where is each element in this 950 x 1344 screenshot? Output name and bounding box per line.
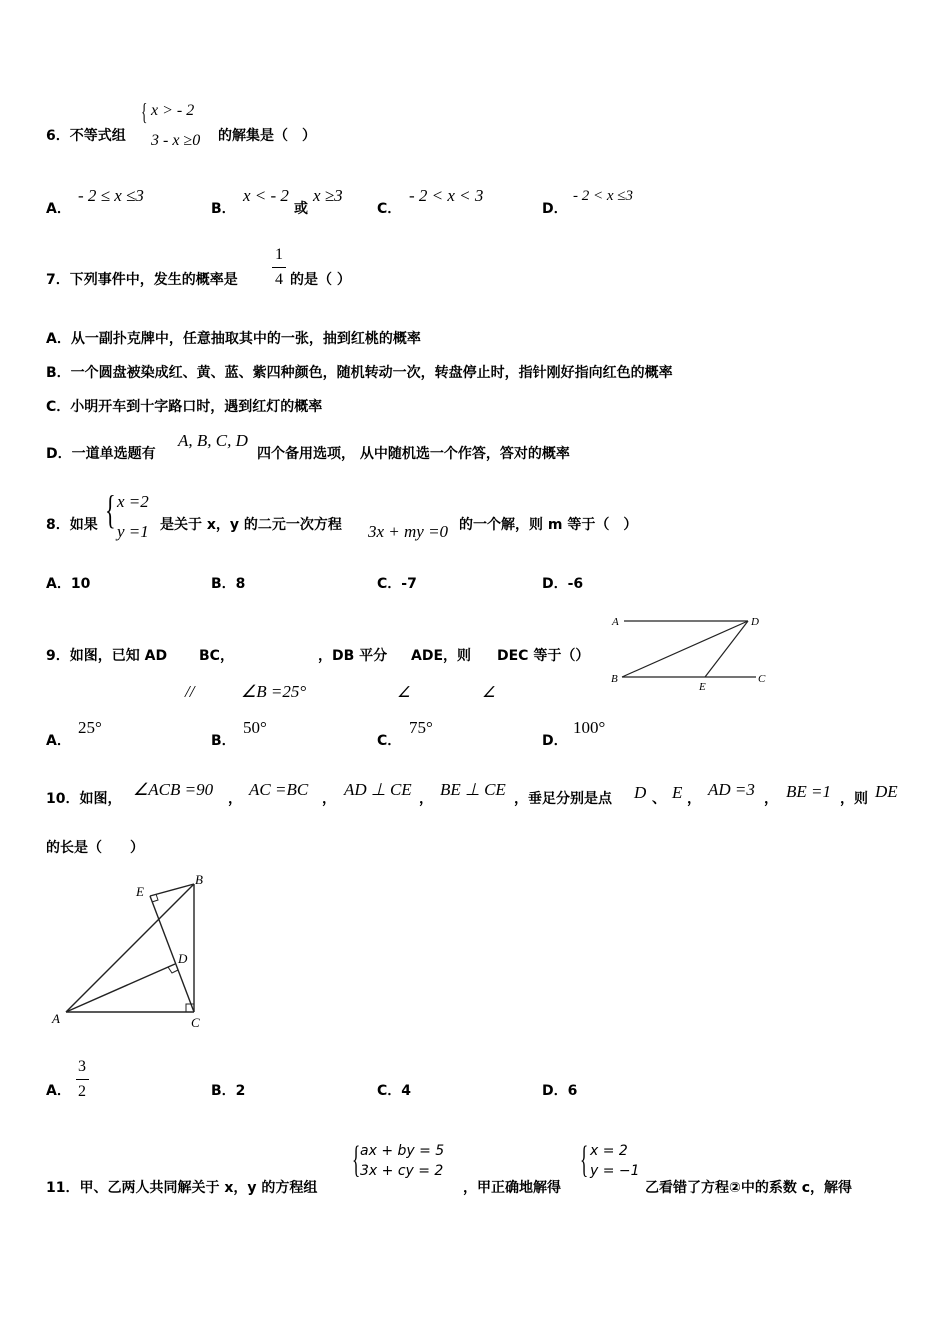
q8-system-line1: x =2 xyxy=(117,492,149,511)
q11-system2-line2: y = −1 xyxy=(590,1163,640,1179)
q10-math-be-1: BE =1 xyxy=(786,782,831,801)
q9-label-e: E xyxy=(699,681,706,693)
q8-prefix: 8．如果 xyxy=(46,517,98,533)
q6-option-a-label: A． xyxy=(46,201,71,217)
q9-text-part3: ，DB 平分 xyxy=(318,648,388,664)
q11-system2-brace: { xyxy=(580,1139,589,1181)
q10-right-angle-d xyxy=(168,967,178,973)
q10-math-ad-perp-ce: AD ⊥ CE xyxy=(344,780,412,799)
q7-option-a: A．从一副扑克牌中，任意抽取其中的一张，抽到红桃的概率 xyxy=(46,331,421,347)
q10-comma-5: ， xyxy=(764,791,778,807)
q6-system-line2: 3 - x ≥0 xyxy=(151,132,201,149)
q6-option-b-label: B． xyxy=(211,201,236,217)
q6-system-line1: x > - 2 xyxy=(151,102,195,119)
q10-comma-4: ， xyxy=(687,791,701,807)
q10-math-be-perp-ce: BE ⊥ CE xyxy=(440,780,506,799)
q6-option-d-label: D． xyxy=(542,201,568,217)
q7-option-d-suffix: 四个备用选项， 从中随机选一个作答，答对的概率 xyxy=(257,446,570,462)
q9-text-part1: 9．如图，已知 AD xyxy=(46,648,168,664)
q10-label-d: D xyxy=(178,951,188,966)
q10-math-ac-bc: AC =BC xyxy=(249,780,309,799)
q10-math-d: D xyxy=(634,783,647,802)
q11-system1-brace: { xyxy=(352,1139,361,1181)
q6-suffix: 的解集是（ ） xyxy=(218,128,316,144)
q6-prefix: 6．不等式组 xyxy=(46,128,126,144)
q7-suffix: 的是（ ） xyxy=(290,272,351,288)
q10-option-d: D．6 xyxy=(542,1083,578,1099)
q9-option-b-label: B． xyxy=(211,733,236,749)
q9-text-part4: ADE，则 xyxy=(411,648,472,664)
q10-separator: 、 xyxy=(652,791,666,807)
q11-system1-line1: ax + by = 5 xyxy=(360,1143,445,1159)
q9-angle-b: ∠B =25° xyxy=(241,682,307,701)
q8-option-b: B．8 xyxy=(211,576,246,592)
q7-option-c: C．小明开车到十字路口时，遇到红灯的概率 xyxy=(46,399,323,415)
q7-option-d-math: A, B, C, D xyxy=(178,431,248,450)
q8-middle: 是关于 x，y 的二元一次方程 xyxy=(160,517,342,533)
q10-label-a: A xyxy=(52,1011,60,1026)
q9-line-bd xyxy=(622,621,748,677)
q10-label-c: C xyxy=(191,1015,200,1030)
q9-option-b-math: 50° xyxy=(243,718,267,737)
q10-then: ，则 xyxy=(840,791,868,807)
q10-comma-1: ， xyxy=(228,791,242,807)
q10-math-e: E xyxy=(672,783,683,802)
q10-label-e: E xyxy=(136,884,144,899)
q9-option-c-label: C． xyxy=(377,733,402,749)
q10-comma-2: ， xyxy=(322,791,336,807)
q9-figure xyxy=(608,610,778,694)
q9-angle-symbol-2: ∠ xyxy=(482,685,496,701)
q11-prefix: 11．甲、乙两人共同解关于 x，y 的方程组 xyxy=(46,1180,318,1196)
q8-system-line2: y =1 xyxy=(117,522,149,541)
q6-option-c-label: C． xyxy=(377,201,402,217)
q9-text-part5: DEC 等于（） xyxy=(497,648,590,664)
q7-option-b: B．一个圆盘被染成红、黄、蓝、紫四种颜色，随机转动一次，转盘停止时，指针刚好指向红色的概率 xyxy=(46,365,673,381)
q6-option-a-math: - 2 ≤ x ≤3 xyxy=(78,186,144,205)
q6-option-b-or: 或 xyxy=(294,201,308,217)
q6-option-d-math: - 2 < x ≤3 xyxy=(573,188,634,204)
q10-math-de: DE xyxy=(875,782,898,801)
q10-math-ad-3: AD =3 xyxy=(708,780,755,799)
q8-system-brace: { xyxy=(105,487,116,532)
q10-option-a-label: A． xyxy=(46,1083,71,1099)
q10-line-ce xyxy=(150,896,194,1012)
q10-line2: 的长是（ ） xyxy=(46,840,144,856)
q7-prefix: 7．下列事件中，发生的概率是 xyxy=(46,272,238,288)
q9-option-d-label: D． xyxy=(542,733,568,749)
q11-system1-line2: 3x + cy = 2 xyxy=(360,1163,444,1179)
q7-fraction-denominator: 4 xyxy=(275,271,283,288)
q8-option-c: C．-7 xyxy=(377,576,417,592)
q6-option-c-math: - 2 < x < 3 xyxy=(409,186,484,205)
q6-option-b-math1: x < - 2 xyxy=(243,186,289,205)
q10-line-ab xyxy=(66,884,194,1012)
q6-system-brace: { xyxy=(141,100,148,126)
q9-label-b: B xyxy=(611,673,618,685)
q9-option-a-math: 25° xyxy=(78,718,102,737)
q11-system2-line1: x = 2 xyxy=(590,1143,628,1159)
q10-middle: ，垂足分别是点 xyxy=(514,791,612,807)
q10-option-a-fraction-bar xyxy=(76,1079,89,1080)
q8-option-a: A．10 xyxy=(46,576,91,592)
q7-option-d-prefix: D．一道单选题有 xyxy=(46,446,156,462)
q10-option-a-numerator: 3 xyxy=(78,1058,86,1075)
q9-line-ed xyxy=(705,621,748,677)
q11-suffix: 乙看错了方程②中的系数 c，解得 xyxy=(645,1180,853,1196)
q10-option-a-denominator: 2 xyxy=(78,1083,86,1100)
q10-label-b: B xyxy=(195,872,203,887)
q9-label-d: D xyxy=(751,616,759,628)
q8-suffix: 的一个解，则 m 等于（ ） xyxy=(459,517,638,533)
q10-option-c: C．4 xyxy=(377,1083,412,1099)
q9-parallel-symbol: // xyxy=(185,682,195,701)
q7-fraction-numerator: 1 xyxy=(275,246,283,263)
q10-math-angle-acb: ∠ACB =90 xyxy=(133,780,214,799)
q10-option-b: B．2 xyxy=(211,1083,246,1099)
q10-comma-3: ， xyxy=(419,791,433,807)
q9-label-a: A xyxy=(612,616,619,628)
q8-option-d: D．-6 xyxy=(542,576,584,592)
q7-fraction-bar xyxy=(272,267,286,268)
q9-option-a-label: A． xyxy=(46,733,71,749)
q9-text-part2: BC， xyxy=(199,648,234,664)
q11-middle: ，甲正确地解得 xyxy=(463,1180,561,1196)
q9-angle-symbol-1: ∠ xyxy=(397,685,411,701)
q6-option-b-math2: x ≥3 xyxy=(313,186,343,205)
q8-equation: 3x + my =0 xyxy=(368,522,449,541)
q9-label-c: C xyxy=(758,673,766,685)
q10-prefix: 10．如图， xyxy=(46,791,122,807)
q10-figure xyxy=(46,866,216,1036)
q9-option-d-math: 100° xyxy=(573,718,606,737)
q10-line-ad xyxy=(66,964,175,1012)
q9-option-c-math: 75° xyxy=(409,718,433,737)
